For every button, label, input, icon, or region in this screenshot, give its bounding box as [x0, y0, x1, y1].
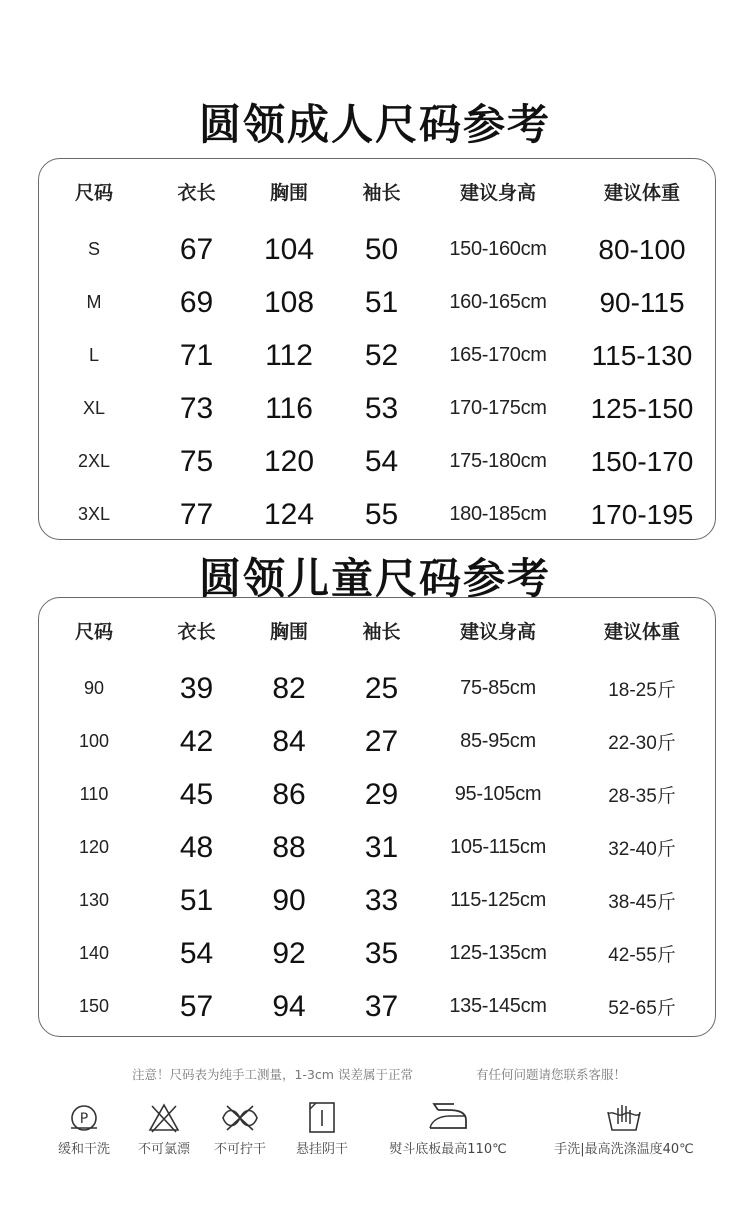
- cell-length: 48: [179, 830, 214, 864]
- cell-length: 69: [179, 285, 214, 319]
- header-weight: 建议体重: [603, 181, 680, 204]
- cell-size: L: [88, 345, 99, 365]
- cell-chest: 86: [272, 777, 306, 811]
- cell-chest: 94: [272, 989, 306, 1023]
- cell-sleeve: 55: [364, 497, 399, 531]
- cell-size: XL: [82, 398, 106, 418]
- cell-weight: 52-65斤: [608, 998, 676, 1019]
- cell-weight: 80-100: [598, 233, 686, 265]
- cell-height: 125-135cm: [449, 942, 547, 964]
- cell-length: 73: [179, 391, 214, 425]
- cell-length: 54: [179, 936, 214, 970]
- cell-size: 90: [83, 678, 105, 698]
- cell-sleeve: 33: [364, 883, 399, 917]
- header-length: 衣长: [177, 181, 216, 204]
- cell-length: 75: [179, 444, 214, 478]
- adult-size-chart: [38, 158, 716, 540]
- header-height: 建议身高: [459, 181, 536, 204]
- cell-weight: 150-170: [590, 445, 694, 477]
- cell-height: 85-95cm: [460, 730, 536, 752]
- cell-length: 57: [179, 989, 214, 1023]
- header-length: 衣长: [177, 620, 216, 643]
- cell-sleeve: 37: [364, 989, 399, 1023]
- iron-icon: [424, 1098, 472, 1138]
- table-row: [39, 223, 717, 276]
- table-row: [39, 874, 717, 927]
- cell-chest: 84: [272, 724, 306, 758]
- cell-chest: 90: [272, 883, 306, 917]
- cell-sleeve: 52: [364, 338, 399, 372]
- cell-sleeve: 27: [364, 724, 399, 758]
- table-row: [39, 768, 717, 821]
- hand-wash-icon: [602, 1098, 646, 1138]
- cell-chest: 88: [272, 830, 306, 864]
- cell-size: S: [87, 239, 100, 259]
- care-label: 手洗|最高洗涤温度40℃: [554, 1142, 694, 1157]
- cell-chest: 124: [263, 497, 315, 531]
- svg-text:P: P: [79, 1111, 89, 1127]
- cell-sleeve: 31: [364, 830, 399, 864]
- cell-chest: 116: [265, 391, 313, 425]
- care-label: 熨斗底板最高110℃: [389, 1142, 507, 1157]
- cell-height: 95-105cm: [454, 783, 542, 805]
- care-label: 悬挂阴干: [295, 1142, 348, 1157]
- cell-weight: 125-150: [590, 392, 694, 424]
- header-weight: 建议体重: [603, 620, 680, 643]
- cell-length: 77: [179, 497, 214, 531]
- table-row: [39, 821, 717, 874]
- cell-height: 160-165cm: [449, 291, 547, 313]
- cell-weight: 170-195: [590, 498, 694, 530]
- cell-height: 105-115cm: [450, 836, 546, 858]
- cell-sleeve: 50: [364, 232, 399, 266]
- cell-sleeve: 25: [364, 671, 399, 705]
- cell-sleeve: 53: [364, 391, 399, 425]
- cell-length: 45: [179, 777, 214, 811]
- cell-sleeve: 54: [364, 444, 399, 478]
- cell-chest: 104: [263, 232, 315, 266]
- table-row: [39, 435, 717, 488]
- header-sleeve: 袖长: [362, 620, 401, 643]
- no-wring-icon: [217, 1098, 263, 1138]
- cell-chest: 92: [272, 936, 306, 970]
- care-item-no-bleach: [132, 1098, 196, 1157]
- header-height: 建议身高: [459, 620, 536, 643]
- cell-size: 130: [78, 890, 110, 910]
- cell-weight: 18-25斤: [608, 680, 676, 701]
- cell-sleeve: 29: [364, 777, 399, 811]
- table-row: [39, 980, 717, 1033]
- cell-weight: 32-40斤: [608, 839, 676, 860]
- measurement-note: 注意！尺码表为纯手工测量，1-3cm 误差属于正常: [132, 1067, 413, 1082]
- cell-length: 71: [179, 338, 214, 372]
- cell-weight: 90-115: [599, 286, 685, 318]
- cell-height: 170-175cm: [449, 397, 547, 419]
- header-chest: 胸围: [269, 620, 308, 643]
- cell-size: 2XL: [77, 451, 111, 471]
- cell-chest: 112: [265, 338, 313, 372]
- adult-size-title: 圆领成人尺码参考: [198, 100, 551, 149]
- table-row: [39, 927, 717, 980]
- cell-weight: 28-35斤: [608, 786, 676, 807]
- table-row: [39, 329, 717, 382]
- header-size: 尺码: [74, 181, 113, 204]
- header-sleeve: 袖长: [362, 181, 401, 204]
- cell-sleeve: 35: [364, 936, 399, 970]
- care-item-iron: [380, 1098, 516, 1157]
- cell-height: 115-125cm: [450, 889, 546, 911]
- cell-size: 110: [79, 784, 109, 804]
- cell-chest: 120: [263, 444, 315, 478]
- table-header-row: [39, 598, 717, 662]
- cell-length: 67: [179, 232, 214, 266]
- table-row: [39, 382, 717, 435]
- cell-height: 175-180cm: [449, 450, 547, 472]
- cell-size: 140: [78, 943, 110, 963]
- cell-weight: 38-45斤: [608, 892, 676, 913]
- cell-size: 3XL: [77, 504, 111, 524]
- care-item-hand-wash: [542, 1098, 706, 1157]
- hang-dry-shade-icon: [302, 1098, 342, 1138]
- cell-size: 150: [78, 996, 110, 1016]
- cell-height: 165-170cm: [449, 344, 547, 366]
- no-bleach-icon: [144, 1098, 184, 1138]
- cell-length: 42: [179, 724, 214, 758]
- table-row: [39, 488, 717, 541]
- table-row: [39, 715, 717, 768]
- header-chest: 胸围: [269, 181, 308, 204]
- care-label: 不可拧干: [213, 1142, 266, 1157]
- cell-length: 51: [179, 883, 214, 917]
- table-row: [39, 276, 717, 329]
- kids-size-table: [39, 598, 717, 1033]
- care-label: 不可氯漂: [137, 1142, 190, 1157]
- care-item-gentle-dry-clean: [52, 1098, 116, 1157]
- cell-chest: 108: [263, 285, 315, 319]
- cell-height: 180-185cm: [449, 503, 547, 525]
- adult-size-table: [39, 159, 717, 541]
- header-size: 尺码: [74, 620, 113, 643]
- cell-size: 100: [78, 731, 110, 751]
- cell-weight: 22-30斤: [608, 733, 676, 754]
- kids-size-title: 圆领儿童尺码参考: [198, 554, 551, 603]
- cell-height: 150-160cm: [449, 238, 547, 260]
- cell-sleeve: 51: [364, 285, 399, 319]
- contact-note: 有任何问题请您联系客服！: [476, 1067, 627, 1082]
- cell-weight: 115-130: [591, 339, 693, 371]
- cell-height: 75-85cm: [460, 677, 536, 699]
- table-header-row: [39, 159, 717, 223]
- table-row: [39, 662, 717, 715]
- cell-chest: 82: [272, 671, 306, 705]
- care-label: 缓和干洗: [57, 1142, 110, 1157]
- cell-length: 39: [179, 671, 214, 705]
- gentle-dry-clean-icon: [64, 1098, 104, 1138]
- cell-weight: 42-55斤: [608, 945, 676, 966]
- cell-size: 120: [78, 837, 110, 857]
- care-item-no-wring: [208, 1098, 272, 1157]
- kids-size-chart: [38, 597, 716, 1037]
- care-item-hang-dry: [290, 1098, 354, 1157]
- cell-size: M: [86, 292, 102, 312]
- cell-height: 135-145cm: [449, 995, 547, 1017]
